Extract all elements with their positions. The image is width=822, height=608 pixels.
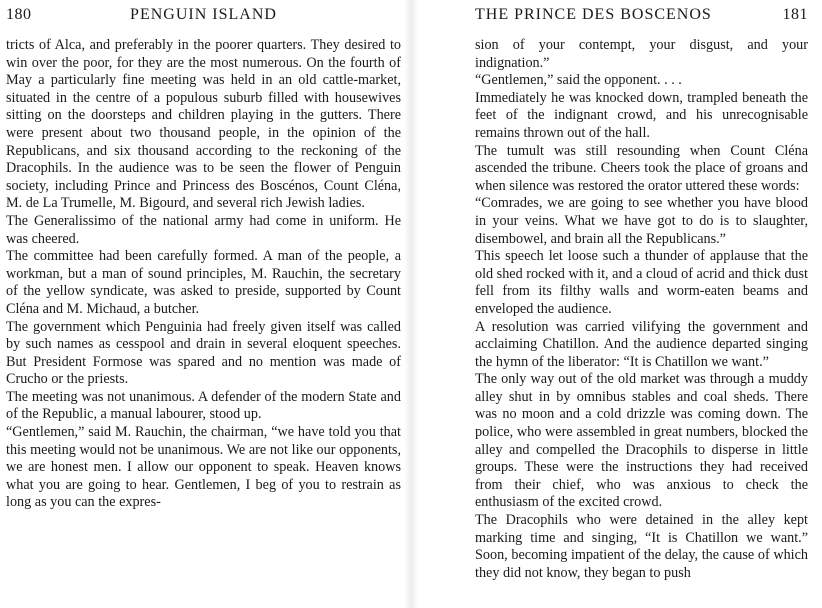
right-page-header: [475, 6, 808, 28]
paragraph: The meeting was not unanimous. A defender of the modern State and of the Republic, a manual labourer, stood up.: [6, 388, 401, 423]
paragraph: “Gentlemen,” said the opponent. . . .: [475, 72, 682, 89]
left-page-header: [6, 6, 401, 28]
left-running-head: PENGUIN ISLAND: [130, 6, 277, 23]
paragraph: sion of your contempt, your disgust, and your indignation.”: [475, 37, 808, 71]
right-page: [411, 0, 822, 608]
left-page-number: 180: [6, 6, 32, 23]
paragraph: tricts of Alca, and preferably in the poorer quarters. They desired to win over the poor, for they are the most numerous. On the fourth of May a particularly fine meeting was held in an old cattle-market, situated in the centre of a populous suburb filled with housewives sitting on the doorsteps and children playing in the gutters. There were present about two thousand people, in the opinion of the Republicans, and six thousand according to the reckoning of the Dracophils. In the audience was to be seen the flower of Penguin society, including Prince and Princess des Boscénos, Count Cléna, M. de La Trumelle, M. Bigourd, and several rich Jewish ladies.: [6, 37, 401, 212]
paragraph: The Generalissimo of the national army had come in uniform. He was cheered.: [6, 212, 401, 247]
paragraph: This speech let loose such a thunder of applause that the old shed rocked with it, and a cloud of acrid and thick dust fell from its filthy walls and worm-eaten beams and enveloped the audience.: [475, 248, 808, 317]
paragraph: “Gentlemen,” said M. Rauchin, the chairman, “we have told you that this meeting would not be unanimous. We are not like our opponents, we are honest men. I allow our opponent to speak. Heaven knows what you are going to hear. Gentlemen, I beg of you to restrain as long as you can the expres-: [6, 424, 401, 511]
right-page-number: 181: [782, 6, 808, 23]
left-page-body: [6, 37, 401, 512]
paragraph: The Dracophils who were detained in the alley kept marking time and singing, “It is Chatillon we want.” Soon, becoming impatient of the delay, the cause of which they did not know, they began to push: [475, 512, 808, 581]
paragraph: Immediately he was knocked down, trampled beneath the feet of the indignant crowd, and his unrecognisable remains thrown out of the hall.: [475, 89, 808, 141]
paragraph: “Comrades, we are going to see whether you have blood in your veins. What we have got to do is to slaughter, disembowel, and brain all the Republicans.”: [475, 195, 808, 247]
right-page-body: [475, 37, 808, 582]
paragraph: The committee had been carefully formed. A man of the people, a workman, but a man of sound principles, M. Rauchin, the secretary of the yellow syndicate, was asked to preside, supported by Count Cléna and M. Michaud, a butcher.: [6, 248, 401, 317]
paragraph: A resolution was carried vilifying the government and acclaiming Chatillon. And the audience departed singing the hymn of the liberator: “It is Chatillon we want.”: [475, 318, 808, 370]
paragraph: The government which Penguinia had freely given itself was called by such names as cesspool and drain in several eloquent speeches. But President Formose was spared and no mention was made of Crucho or the priests.: [6, 318, 401, 388]
paragraph: The tumult was still resounding when Count Cléna ascended the tribune. Cheers took the place of groans and when silence was restored the orator uttered these words:: [475, 142, 808, 194]
paragraph: The only way out of the old market was through a muddy alley shut in by omnibus stables and coal sheds. There was no moon and a cold drizzle was coming down. The police, who were assembled in great numbers, blocked the alley and compelled the Dracophils to disperse in little groups. These were the instructions they had received from their chief, who was anxious to check the enthusiasm of the excited crowd.: [475, 371, 808, 511]
right-running-head: THE PRINCE DES BOSCENOS: [475, 6, 712, 23]
